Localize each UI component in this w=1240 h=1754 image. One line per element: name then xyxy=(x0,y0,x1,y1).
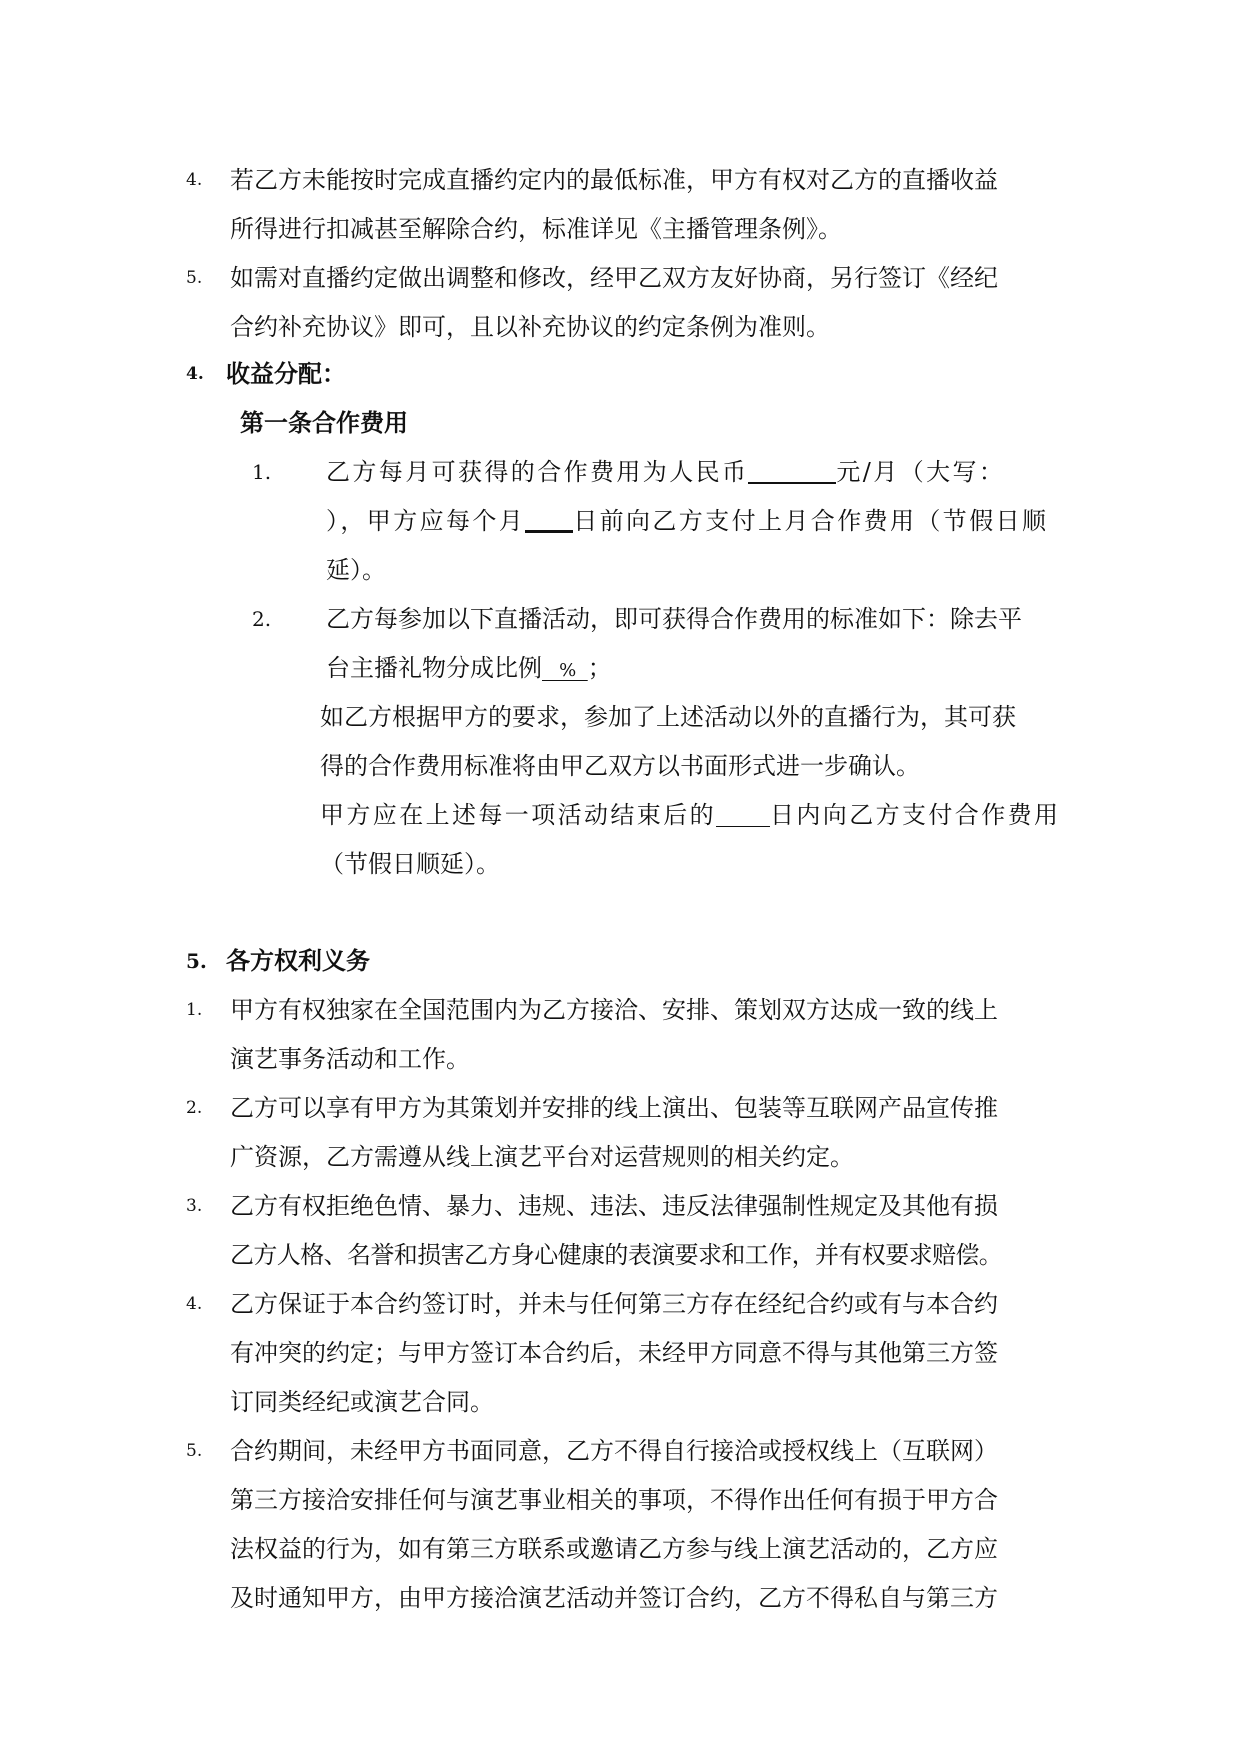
list-item-continuation xyxy=(0,1329,1240,1377)
list-item xyxy=(0,448,1240,496)
list-item-continuation xyxy=(0,1035,1240,1083)
paragraph-line: 乙方每参加以下直播活动，即可获得合作费用的标准如下：除去平 xyxy=(326,605,1022,633)
paragraph-line: 第三方接洽安排任何与演艺事业相关的事项，不得作出任何有损于甲方合 xyxy=(230,1486,998,1514)
list-item-continuation xyxy=(0,1476,1240,1524)
paragraph-line: 订同类经纪或演艺合同。 xyxy=(230,1388,494,1416)
fill-in-blank-day[interactable] xyxy=(525,502,573,533)
fill-in-blank-percent[interactable]: % xyxy=(542,660,588,681)
section-title: 收益分配： xyxy=(226,359,346,388)
list-number: 1. xyxy=(252,460,272,484)
list-item-continuation xyxy=(0,497,1240,545)
paragraph-line: （节假日顺延）。 xyxy=(320,850,500,878)
paragraph-line: 合约期间，未经甲方书面同意，乙方不得自行接洽或授权线上（互联网） xyxy=(230,1437,998,1465)
paragraph-line: 台主播礼物分成比例 % ； xyxy=(326,654,612,682)
fill-in-blank-days[interactable] xyxy=(716,798,770,827)
list-number: 5. xyxy=(186,1441,203,1461)
list-item-continuation xyxy=(0,205,1240,253)
paragraph-line: 如乙方根据甲方的要求，参加了上述活动以外的直播行为，其可获 xyxy=(320,703,1016,731)
list-number: 4. xyxy=(186,1294,203,1314)
section-number: 4. xyxy=(186,364,204,384)
paragraph-line: 演艺事务活动和工作。 xyxy=(230,1045,470,1073)
fill-in-blank-amount[interactable] xyxy=(748,454,836,484)
paragraph-line: 乙方每月可获得的合作费用为人民币 元/月（大写： xyxy=(326,448,1005,496)
section-title: 各方权利义务 xyxy=(226,946,370,975)
paragraph-line: 乙方有权拒绝色情、暴力、违规、违法、违反法律强制性规定及其他有损 xyxy=(230,1192,998,1220)
paragraph xyxy=(0,742,1240,790)
list-item xyxy=(0,1182,1240,1230)
list-item xyxy=(0,254,1240,302)
paragraph-line: 如需对直播约定做出调整和修改，经甲乙双方友好协商，另行签订《经纪 xyxy=(230,264,998,292)
paragraph-line: 乙方保证于本合约签订时，并未与任何第三方存在经纪合约或有与本合约 xyxy=(230,1290,998,1318)
list-number: 4. xyxy=(186,170,203,190)
section-heading xyxy=(0,350,1240,398)
list-item xyxy=(0,1427,1240,1475)
paragraph-line: 甲方应在上述每一项活动结束后的 日内向乙方支付合作费用 xyxy=(320,791,1060,839)
list-item xyxy=(0,1280,1240,1328)
paragraph-line: 得的合作费用标准将由甲乙双方以书面形式进一步确认。 xyxy=(320,752,920,780)
list-item-continuation xyxy=(0,546,1240,594)
list-number: 2. xyxy=(252,607,272,631)
section-number: 5. xyxy=(186,949,207,973)
list-item-continuation xyxy=(0,644,1240,692)
paragraph-line: 延）。 xyxy=(326,556,386,584)
article-title: 第一条合作费用 xyxy=(240,408,408,437)
paragraph-line: 所得进行扣减甚至解除合约，标准详见《主播管理条例》。 xyxy=(230,215,842,243)
list-item-continuation xyxy=(0,303,1240,351)
paragraph xyxy=(0,791,1240,839)
list-item-continuation xyxy=(0,1525,1240,1573)
list-number: 1. xyxy=(186,1000,203,1020)
list-item xyxy=(0,595,1240,643)
list-item-continuation xyxy=(0,1378,1240,1426)
list-item xyxy=(0,986,1240,1034)
paragraph xyxy=(0,693,1240,741)
list-item xyxy=(0,1084,1240,1132)
paragraph-line: 广资源，乙方需遵从线上演艺平台对运营规则的相关约定。 xyxy=(230,1143,854,1171)
paragraph-line: 有冲突的约定；与甲方签订本合约后，未经甲方同意不得与其他第三方签 xyxy=(230,1339,998,1367)
paragraph-line: ），甲方应每个月 日前向乙方支付上月合作费用（节假日顺 xyxy=(326,497,1048,545)
paragraph xyxy=(0,840,1240,888)
list-number: 5. xyxy=(186,268,203,288)
list-item-continuation xyxy=(0,1231,1240,1279)
paragraph-line: 若乙方未能按时完成直播约定内的最低标准，甲方有权对乙方的直播收益 xyxy=(230,166,998,194)
list-number: 3. xyxy=(186,1196,203,1216)
paragraph-line: 乙方人格、名誉和损害乙方身心健康的表演要求和工作，并有权要求赔偿。 xyxy=(230,1241,1003,1269)
paragraph-line: 甲方有权独家在全国范围内为乙方接洽、安排、策划双方达成一致的线上 xyxy=(230,996,998,1024)
list-item-continuation xyxy=(0,1133,1240,1181)
paragraph-line: 及时通知甲方，由甲方接洽演艺活动并签订合约，乙方不得私自与第三方 xyxy=(230,1584,998,1612)
paragraph-line: 乙方可以享有甲方为其策划并安排的线上演出、包装等互联网产品宣传推 xyxy=(230,1094,998,1122)
paragraph-line: 法权益的行为，如有第三方联系或邀请乙方参与线上演艺活动的，乙方应 xyxy=(230,1535,998,1563)
list-item xyxy=(0,156,1240,204)
list-number: 2. xyxy=(186,1098,203,1118)
section-heading xyxy=(0,937,1240,985)
paragraph-line: 合约补充协议》即可，且以补充协议的约定条例为准则。 xyxy=(230,313,830,341)
article-heading xyxy=(0,399,1240,447)
list-item-continuation xyxy=(0,1574,1240,1622)
